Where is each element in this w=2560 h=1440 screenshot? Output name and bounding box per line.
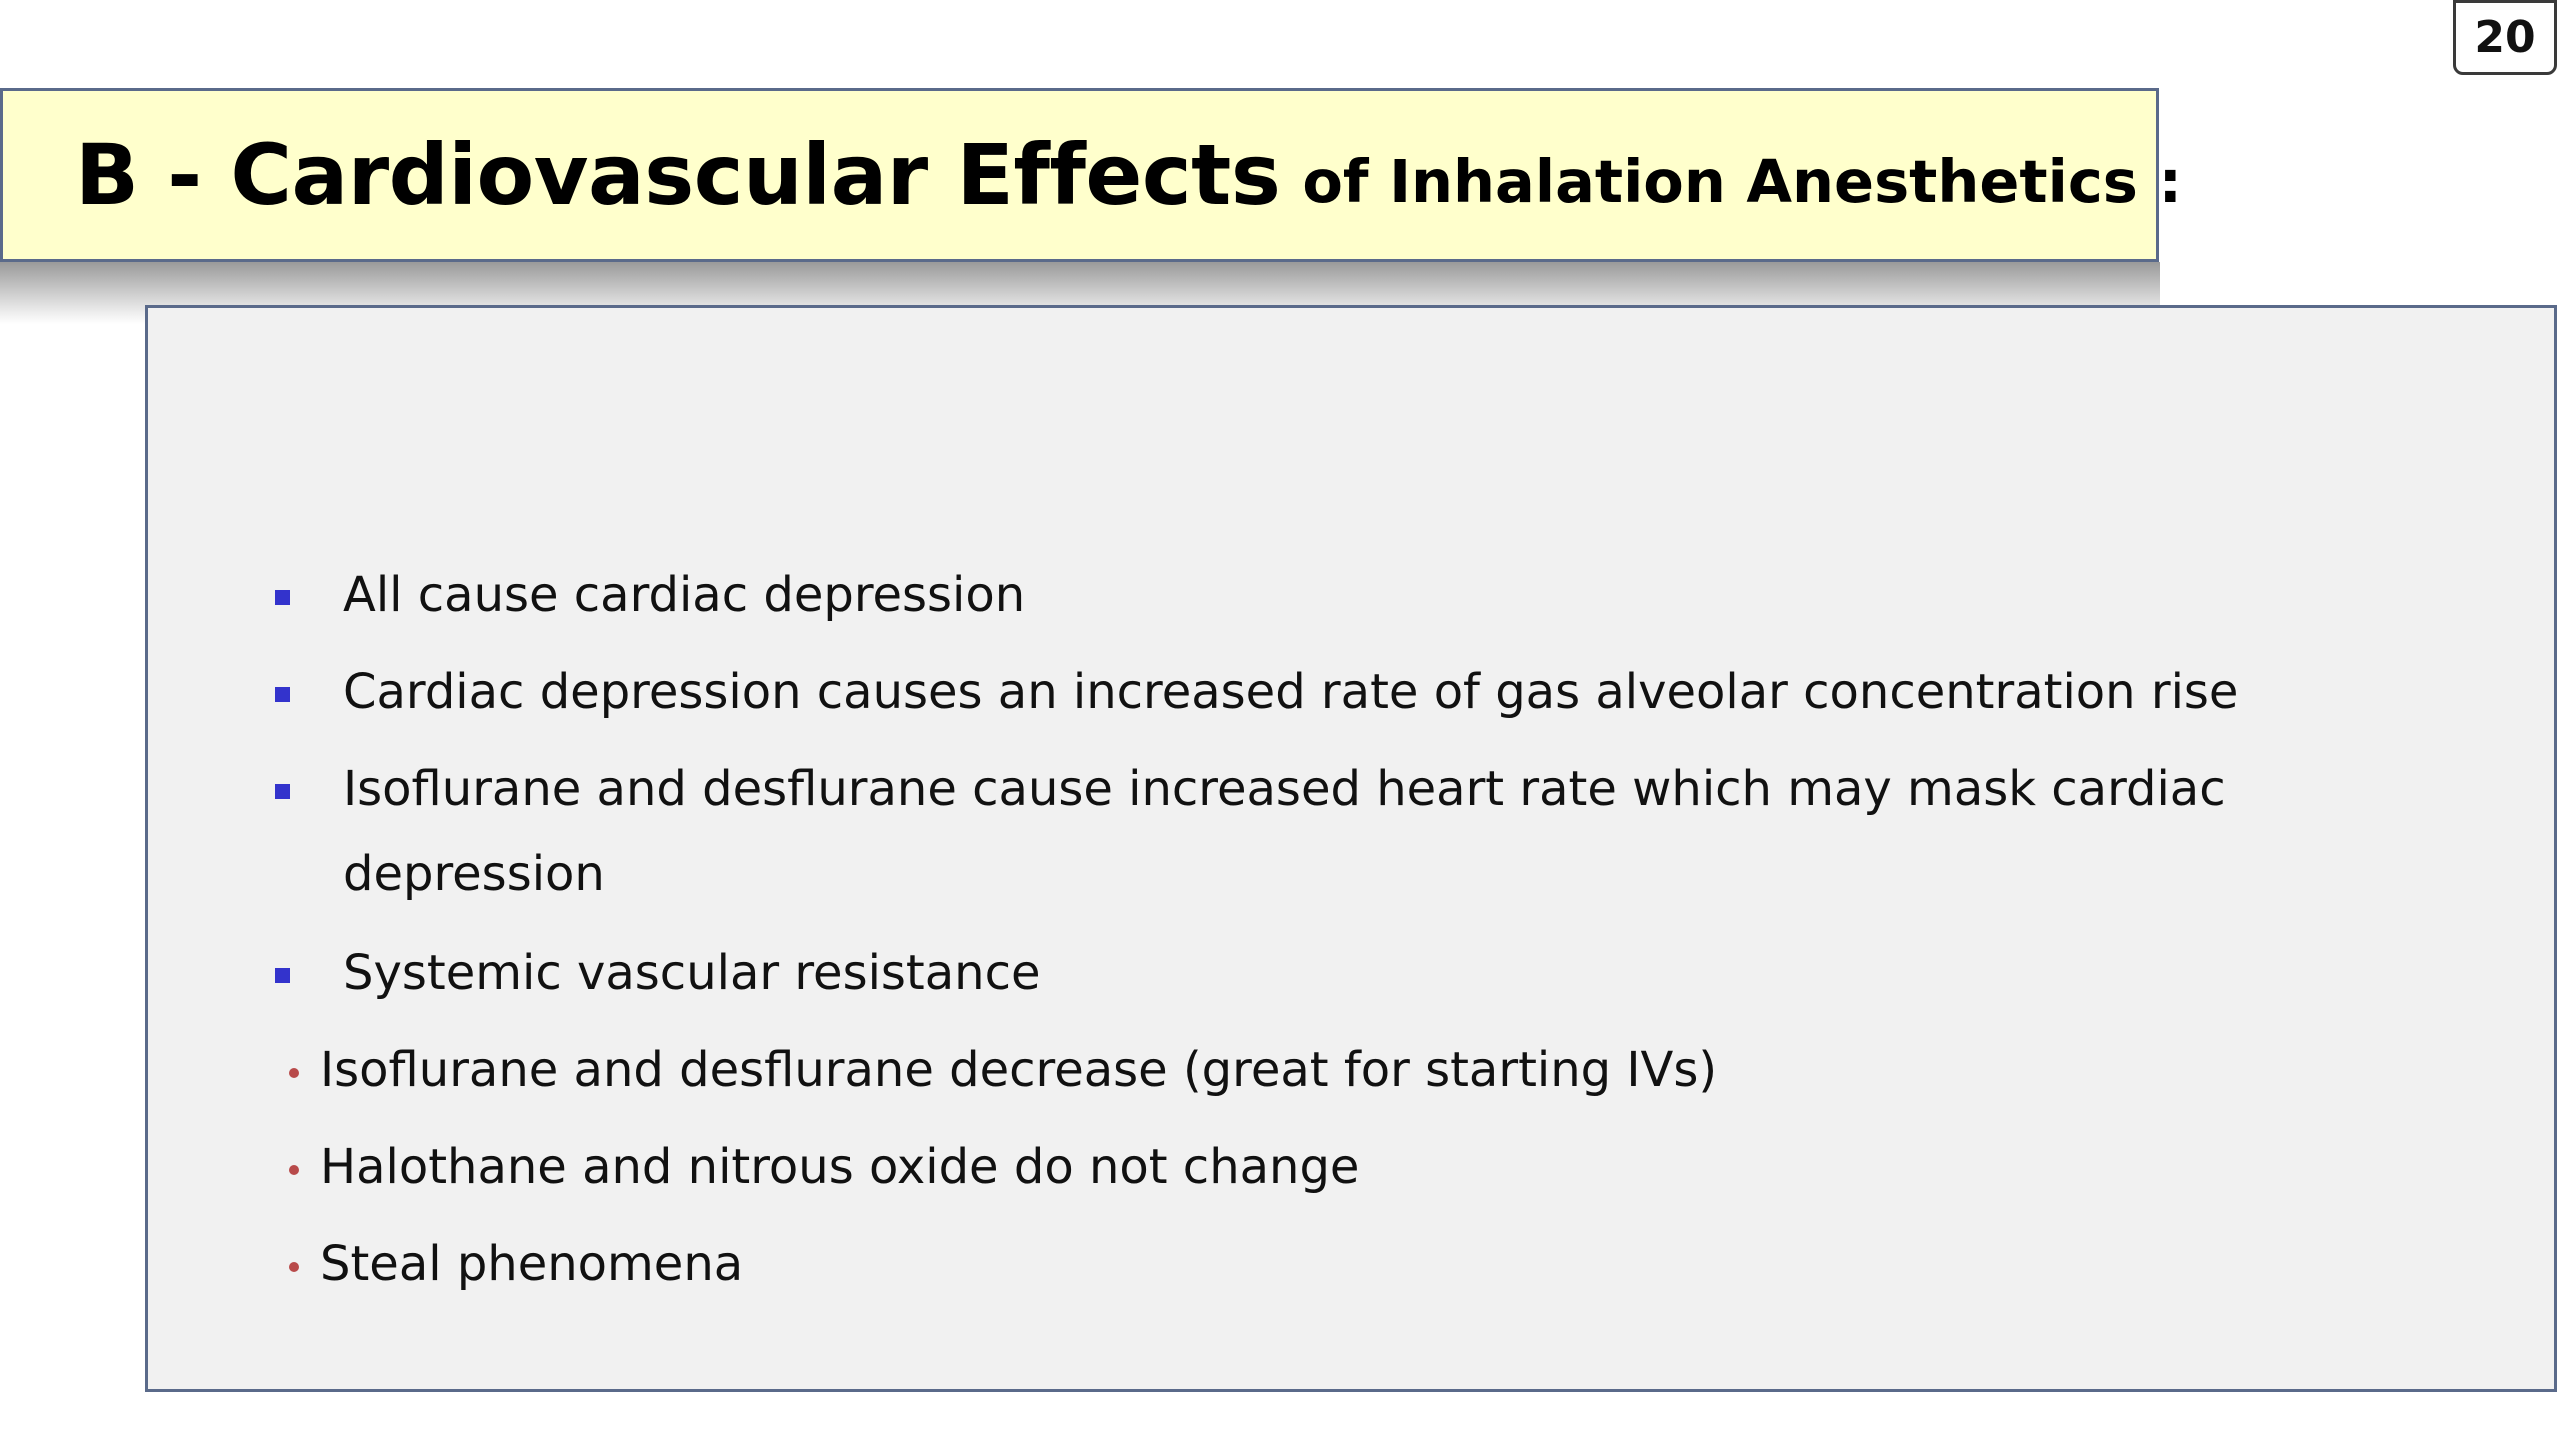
slide-subtitle: of Inhalation Anesthetics : <box>1302 146 2183 216</box>
dot-bullet-icon <box>289 1262 299 1272</box>
square-bullet-icon <box>275 590 290 605</box>
square-bullet-icon <box>275 784 290 799</box>
bullet-item: Systemic vascular resistance <box>343 945 1041 1001</box>
bullet-item-continuation: depression <box>343 846 605 902</box>
sub-bullet-item: Halothane and nitrous oxide do not change <box>320 1139 1360 1195</box>
bullet-list <box>148 308 2554 1389</box>
dot-bullet-icon <box>289 1165 299 1175</box>
bullet-item: Cardiac depression causes an increased rate of gas alveolar concentration rise <box>343 664 2239 720</box>
sub-bullet-item: Steal phenomena <box>320 1236 744 1292</box>
title-bar <box>0 88 2183 262</box>
bullet-item: All cause cardiac depression <box>343 567 1026 623</box>
square-bullet-icon <box>275 687 290 702</box>
dot-bullet-icon <box>289 1068 299 1078</box>
sub-bullet-item: Isoflurane and desflurane decrease (great for starting IVs) <box>320 1042 1718 1098</box>
bullet-item: Isoflurane and desflurane cause increased heart rate which may mask cardiac <box>343 761 2226 817</box>
page-number: 20 <box>2453 0 2557 75</box>
square-bullet-icon <box>275 968 290 983</box>
content-box <box>145 305 2557 1392</box>
slide-title: B - Cardiovascular Effects <box>75 126 1281 224</box>
